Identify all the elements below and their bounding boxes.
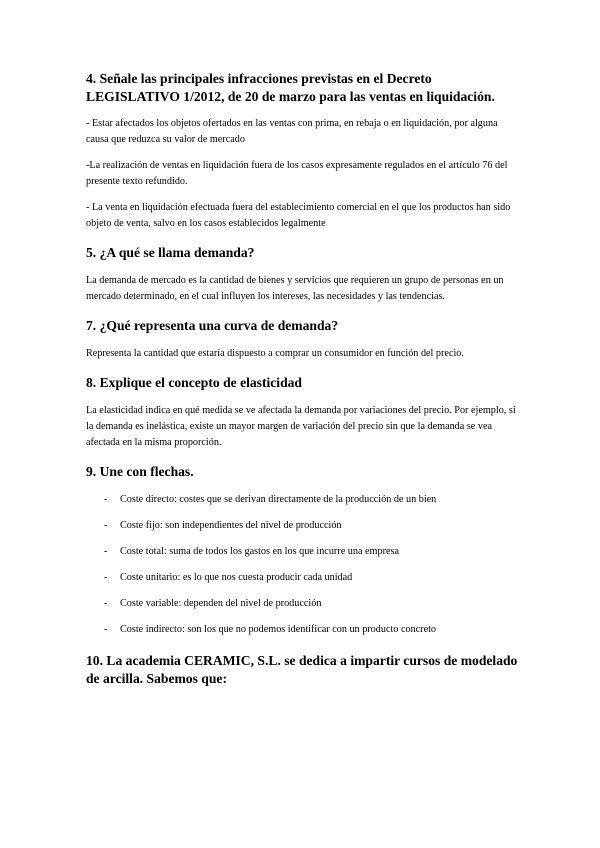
- question-8-answer: La elasticidad indica en qué medida se ve afectada la demanda por variaciones del precio. Por ejemplo, si la demanda es inelástica, existe un mayor margen de variación del precio sin que la demanda se vea afectada en la misma proporción.: [86, 405, 516, 448]
- question-7-answer: Representa la cantidad que estaría dispuesto a comprar un consumidor en función del precio.: [86, 348, 464, 359]
- question-4-answer-1: - Estar afectados los objetos ofertados en las ventas con prima, en rebaja o en liquidación, por alguna causa que reduzca su valor de mercado: [86, 118, 498, 145]
- list-dash: -: [104, 572, 108, 583]
- list-item-text: Coste unitario: es lo que nos cuesta producir cada unidad: [120, 572, 353, 583]
- question-8-heading: 8. Explique el concepto de elasticidad: [86, 375, 302, 390]
- list-item: [86, 518, 440, 534]
- list-item: [86, 596, 440, 612]
- question-4-heading: 4. Señale las principales infracciones previstas en el Decreto LEGISLATIVO 1/2012, de 20 de marzo para las ventas en liquidación.: [86, 71, 495, 104]
- document-content: [86, 70, 518, 699]
- question-10-heading: 10. La academia CERAMIC, S.L. se dedica a impartir cursos de modelado de arcilla. Sabemos que:: [86, 653, 518, 686]
- question-9-list: [86, 492, 518, 638]
- list-dash: -: [104, 598, 108, 609]
- list-dash: -: [104, 494, 108, 505]
- list-item-text: Coste variable: dependen del nivel de producción: [120, 598, 322, 609]
- question-4-answer-3: - La venta en liquidación efectuada fuera del establecimiento comercial en el que los productos han sido objeto de venta, salvo en los casos establecidos legalmente: [86, 202, 511, 229]
- question-9-heading: 9. Une con flechas.: [86, 464, 194, 479]
- list-item: [86, 492, 440, 508]
- question-5-answer: La demanda de mercado es la cantidad de bienes y servicios que requieren un grupo de personas en un mercado determinado, en el cual influyen los intereses, las necesidades y las tendencias.: [86, 275, 504, 302]
- list-item-text: Coste directo: costes que se derivan directamente de la producción de un bien: [120, 494, 437, 505]
- list-item-text: Coste fijo: son independientes del nivel de producción: [120, 520, 342, 531]
- question-7-heading: 7. ¿Qué representa una curva de demanda?: [86, 318, 339, 333]
- list-item-text: Coste indirecto: son los que no podemos identificar con un producto concreto: [120, 624, 437, 635]
- list-item: [86, 544, 440, 560]
- list-item: [86, 570, 440, 586]
- list-dash: -: [104, 624, 108, 635]
- question-5-heading: 5. ¿A qué se llama demanda?: [86, 245, 255, 260]
- list-dash: -: [104, 546, 108, 557]
- list-dash: -: [104, 520, 108, 531]
- list-item-text: Coste total: suma de todos los gastos en los que incurre una empresa: [120, 546, 399, 557]
- question-4-answer-2: -La realización de ventas en liquidación fuera de los casos expresamente regulados en el artículo 76 del presente texto refundido.: [86, 160, 508, 187]
- list-item: [86, 622, 440, 638]
